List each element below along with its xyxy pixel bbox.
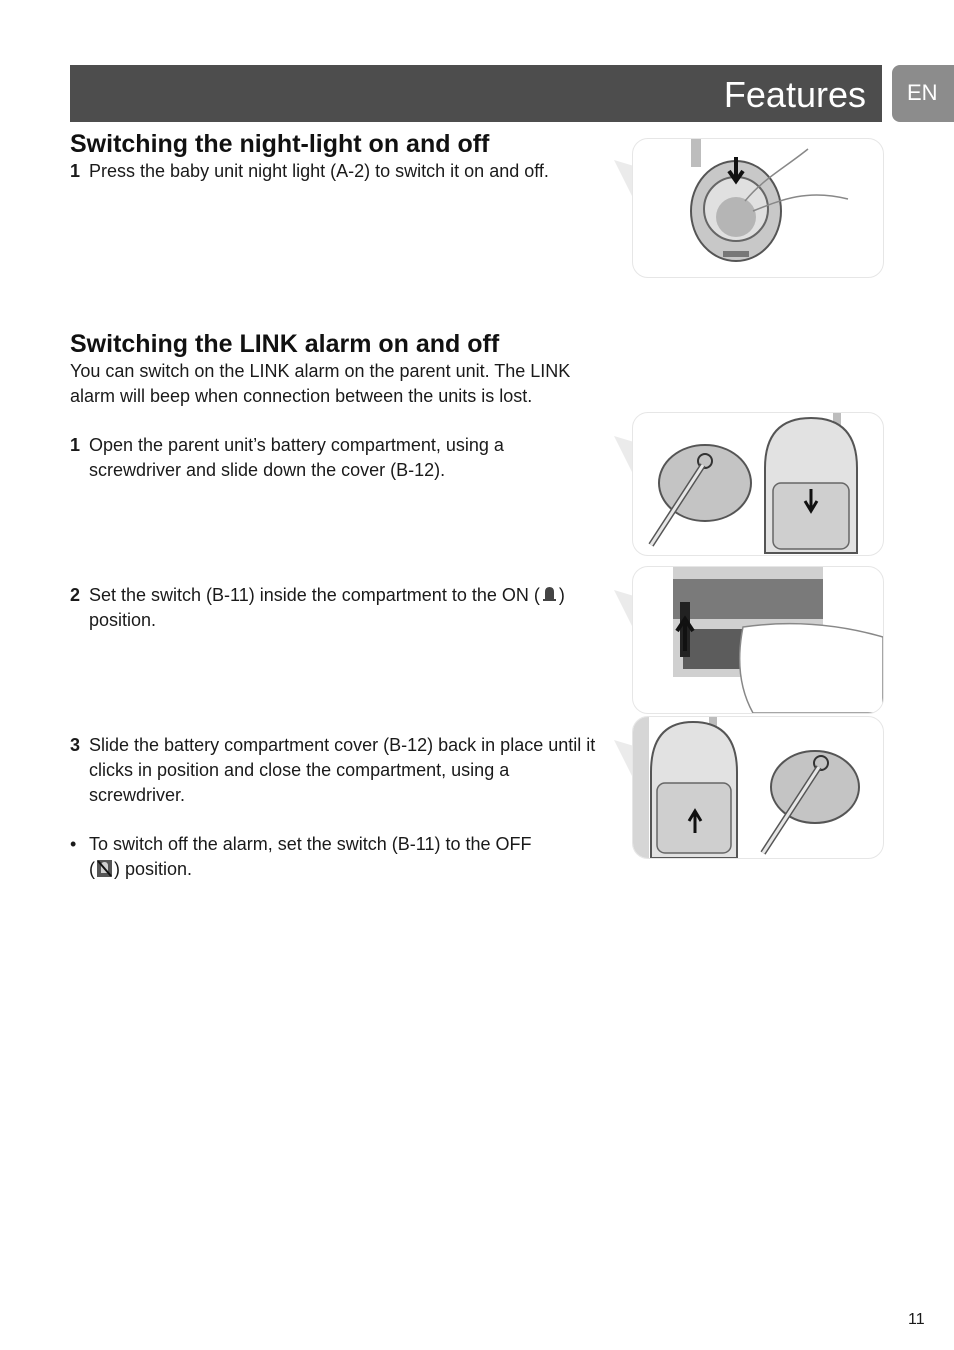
figure-open-compartment — [632, 412, 884, 556]
figure-wedge — [614, 160, 634, 200]
step-text-before: Set the switch (B-11) inside the compartment to the ON ( — [89, 585, 540, 605]
bell-on-icon — [542, 586, 557, 603]
header-bar — [70, 65, 882, 122]
page-title: Features — [723, 74, 866, 115]
step-number: 1 — [70, 435, 81, 455]
figure-close-compartment — [632, 716, 884, 859]
figure-wedge — [614, 436, 634, 476]
figure-night-light — [632, 138, 884, 278]
step-link-3 — [70, 733, 600, 808]
close-compartment-illustration — [633, 717, 883, 858]
page-number: 11 — [908, 1311, 925, 1328]
bullet-switch-off — [70, 832, 540, 882]
step-text: Slide the battery compartment cover (B-12) back in place until it clicks in position and close the compartment, using a screwdriver. — [89, 735, 596, 805]
night-light-illustration — [633, 139, 883, 277]
step-number: 3 — [70, 735, 81, 755]
step-text-after: ) position. — [89, 585, 565, 630]
step-text: Press the baby unit night light (A-2) to switch it on and off. — [89, 161, 549, 181]
language-label: EN — [907, 80, 938, 105]
step-nightlight-1 — [70, 159, 600, 184]
section-intro: You can switch on the LINK alarm on the parent unit. The LINK alarm will beep when connection between the units is lost. — [70, 361, 571, 406]
step-link-1 — [70, 433, 580, 483]
step-text: Open the parent unit’s battery compartment, using a screwdriver and slide down the cover (B-12). — [89, 435, 504, 480]
figure-wedge — [614, 590, 634, 630]
section-heading-link-alarm: Switching the LINK alarm on and off — [70, 330, 500, 358]
section-heading-nightlight: Switching the night-light on and off — [70, 130, 490, 158]
step-number: 2 — [70, 585, 81, 605]
bullet-text-after: ) position. — [114, 859, 193, 879]
step-link-2 — [70, 583, 580, 633]
bullet-text — [89, 832, 540, 882]
step-number: 1 — [70, 161, 81, 181]
figure-wedge — [614, 740, 634, 780]
bullet-text-before: To switch off the alarm, set the switch (B-11) to the OFF ( — [89, 834, 532, 879]
language-tab — [892, 65, 954, 122]
bullet-mark: • — [70, 834, 77, 854]
open-compartment-illustration — [633, 413, 883, 555]
bell-off-icon — [97, 860, 112, 877]
figure-set-switch — [632, 566, 884, 714]
step-text — [89, 583, 580, 633]
set-switch-illustration — [633, 567, 883, 713]
